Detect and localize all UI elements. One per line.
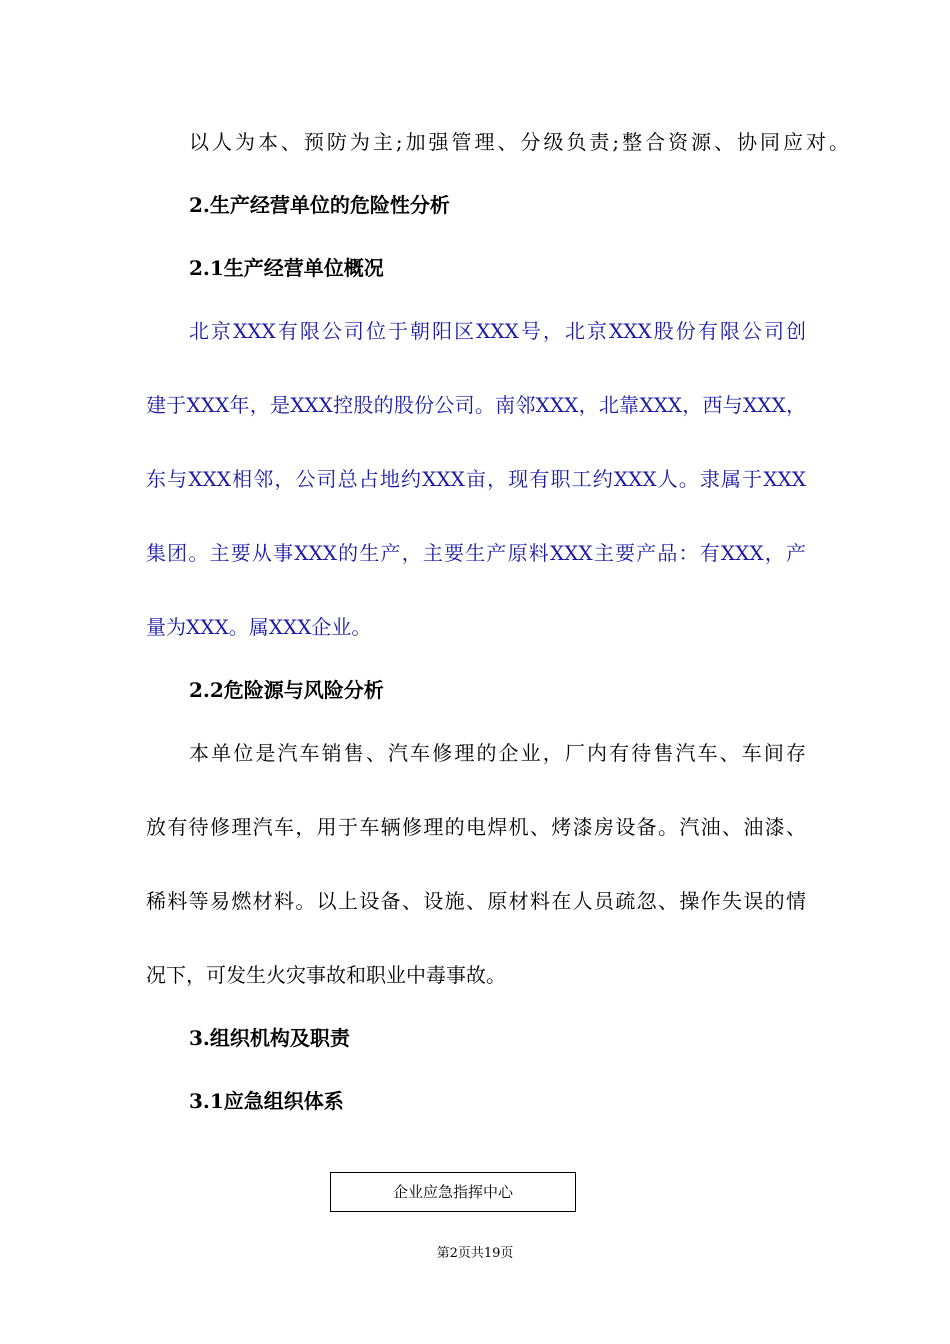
section-3-1-heading: 3.1应急组织体系 [189, 1089, 344, 1113]
section-2-1-heading: 2.1生产经营单位概况 [189, 256, 384, 280]
company-overview-line-3: 东与XXX相邻，公司总占地约XXX亩，现有职工约XXX人。隶属于XXX [146, 467, 806, 491]
section-2-2-heading: 2.2危险源与风险分析 [189, 678, 384, 702]
hazard-analysis-line-2: 放有待修理汽车，用于车辆修理的电焊机、烤漆房设备。汽油、油漆、 [146, 815, 806, 839]
intro-principles-line: 以人为本、预防为主;加强管理、分级负责;整合资源、协同应对。 [189, 130, 849, 154]
company-overview-line-5: 量为XXX。属XXX企业。 [146, 615, 372, 639]
page-number-footer: 第2页共19页 [436, 1246, 514, 1261]
section-2-heading: 2.生产经营单位的危险性分析 [189, 193, 450, 217]
hazard-analysis-line-4: 况下，可发生火灾事故和职业中毒事故。 [146, 963, 506, 987]
company-overview-line-2: 建于XXX年，是XXX控股的股份公司。南邻XXX，北靠XXX，西与XXX， [146, 393, 806, 417]
hazard-analysis-line-3: 稀料等易燃材料。以上设备、设施、原材料在人员疏忽、操作失误的情 [146, 889, 806, 913]
section-3-heading: 3.组织机构及职责 [189, 1026, 350, 1050]
company-overview-line-1: 北京XXX有限公司位于朝阳区XXX号，北京XXX股份有限公司创 [189, 319, 806, 343]
org-chart-top-box: 企业应急指挥中心 [330, 1172, 576, 1212]
company-overview-line-4: 集团。主要从事XXX的生产，主要生产原料XXX主要产品：有XXX，产 [146, 541, 806, 565]
hazard-analysis-line-1: 本单位是汽车销售、汽车修理的企业，厂内有待售汽车、车间存 [189, 741, 806, 765]
